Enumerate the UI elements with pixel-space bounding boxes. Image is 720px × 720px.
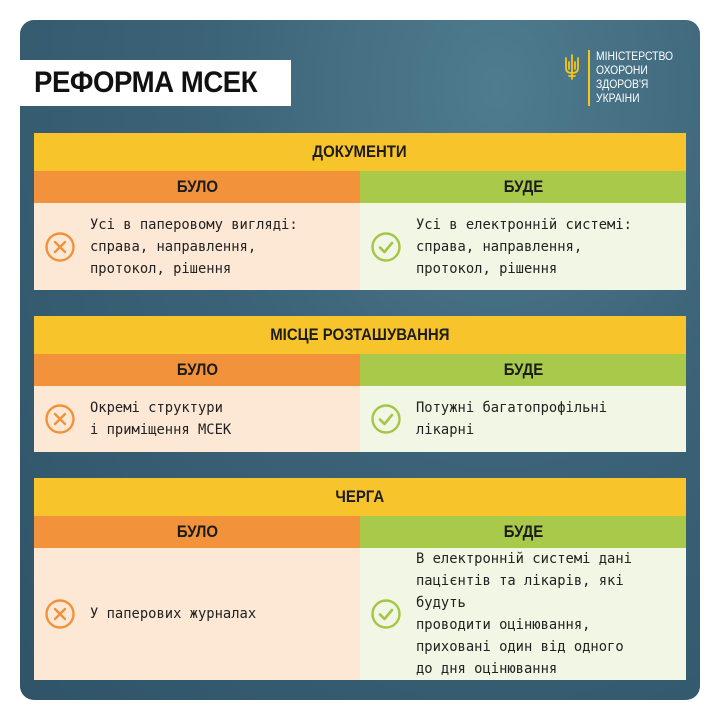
will-header: [360, 171, 686, 203]
check-circle-icon: [370, 598, 402, 630]
was-text: Окремі структури і приміщення МСЕК: [90, 400, 232, 438]
will-cell: [360, 203, 686, 290]
ministry-logo: [564, 50, 682, 106]
will-text: В електронній системі дані пацієнтів та лікарів, які будуть проводити оцінювання, приховані один від одного до дня оцінювання: [416, 551, 632, 677]
logo-line: ОХОРОНИ: [596, 65, 649, 77]
trident-icon: [564, 54, 580, 80]
will-header: [360, 516, 686, 548]
was-cell: [34, 203, 360, 290]
will-label: БУДЕ: [503, 177, 543, 196]
section-header: [34, 478, 686, 516]
section-header: [34, 316, 686, 354]
was-header: [34, 171, 360, 203]
section-location: [34, 316, 686, 452]
page-title: РЕФОРМА МСЕК: [34, 66, 258, 99]
cross-circle-icon: [44, 598, 76, 630]
section-documents: [34, 133, 686, 290]
title-banner: [20, 60, 291, 106]
check-circle-icon: [370, 403, 402, 435]
will-cell: [360, 386, 686, 452]
was-text: Усі в паперовому вигляді: справа, направлення, протокол, рішення: [90, 216, 298, 277]
was-cell: [34, 548, 360, 680]
will-label: БУДЕ: [503, 522, 543, 541]
was-cell: [34, 386, 360, 452]
will-cell: [360, 548, 686, 680]
was-header: [34, 354, 360, 386]
will-text: Усі в електронній системі: справа, направлення, протокол, рішення: [416, 216, 632, 277]
was-label: БУЛО: [176, 177, 218, 196]
section-header: [34, 133, 686, 171]
logo-text: [588, 50, 682, 106]
infographic-card: [20, 20, 700, 700]
section-title: ДОКУМЕНТИ: [312, 142, 408, 161]
logo-line: ЗДОРОВ'Я: [596, 79, 649, 91]
section-title: МІСЦЕ РОЗТАШУВАННЯ: [270, 325, 450, 344]
check-circle-icon: [370, 231, 402, 263]
was-text: У паперових журналах: [90, 606, 257, 622]
section-queue: [34, 478, 686, 680]
section-title: ЧЕРГА: [335, 487, 385, 506]
was-header: [34, 516, 360, 548]
was-label: БУЛО: [176, 360, 218, 379]
will-text: Потужні багатопрофільні лікарні: [416, 400, 608, 438]
logo-line: МІНІСТЕРСТВО: [596, 51, 674, 63]
cross-circle-icon: [44, 231, 76, 263]
was-label: БУЛО: [176, 522, 218, 541]
logo-line: УКРАЇНИ: [596, 93, 640, 105]
will-label: БУДЕ: [503, 360, 543, 379]
will-header: [360, 354, 686, 386]
cross-circle-icon: [44, 403, 76, 435]
